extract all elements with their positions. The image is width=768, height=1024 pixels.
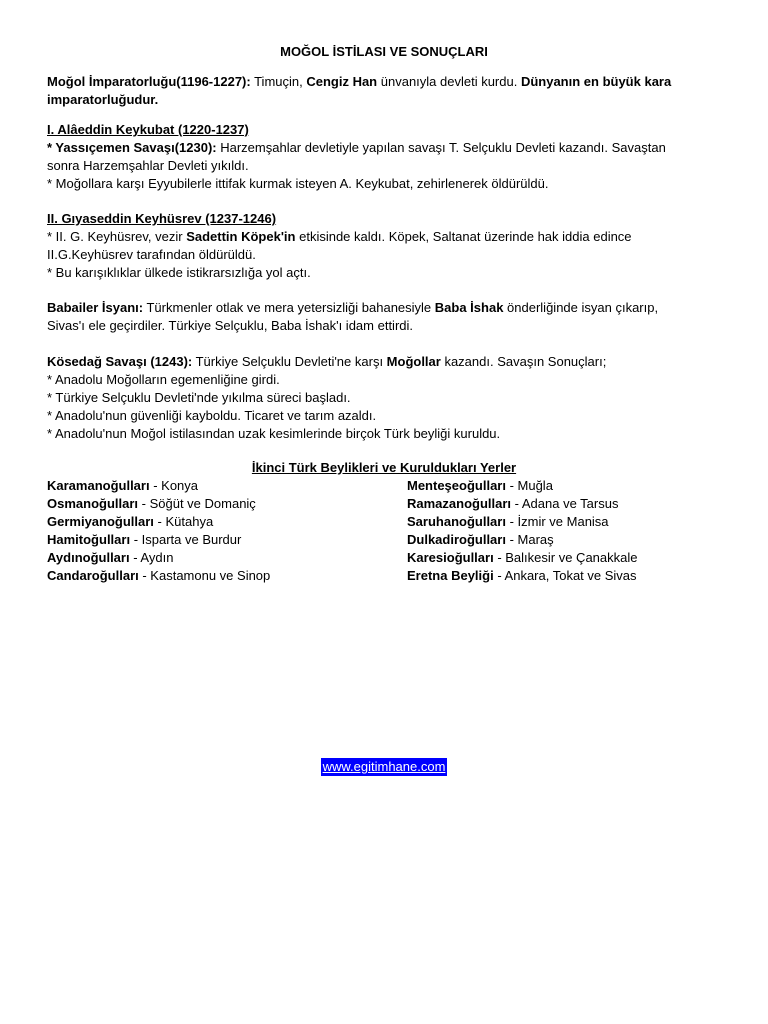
intro-text-2: ünvanıyla devleti kurdu. [377, 74, 521, 89]
beylik-row: Eretna Beyliği - Ankara, Tokat ve Sivas [407, 568, 637, 583]
beylikler-title: İkinci Türk Beylikleri ve Kuruldukları Yerler [251, 460, 517, 475]
section-keykubat-line-1: * Yassıçemen Savaşı(1230): Harzemşahlar devletiyle yapılan savaşı T. Selçuklu Devleti kazandı. Savaştan [47, 140, 666, 155]
section-kosedag [47, 353, 727, 443]
section-keyhusrev-line-2: II.G.Keyhüsrev tarafından öldürüldü. [47, 247, 256, 262]
list-item: * Anadolu Moğolların egemenliğine girdi. [47, 372, 280, 387]
section-keykubat-heading: I. Alâeddin Keykubat (1220-1237) [47, 122, 249, 137]
beylik-row: Saruhanoğulları - İzmir ve Manisa [407, 514, 609, 529]
beylik-row: Dulkadiroğulları - Maraş [407, 532, 554, 547]
page-title: MOĞOL İSTİLASI VE SONUÇLARI [280, 44, 488, 59]
section-babai-line-2: Sivas'ı ele geçirdiler. Türkiye Selçuklu, Baba İshak'ı idam ettirdi. [47, 318, 413, 333]
beylik-row: Germiyanoğulları - Kütahya [47, 514, 214, 529]
section-kosedag-line-1: Kösedağ Savaşı (1243): Türkiye Selçuklu Devleti'ne karşı Moğollar kazandı. Savaşın Sonuçları; [47, 354, 607, 369]
intro-text-1: Timuçin, [250, 74, 307, 89]
intro-bold-cengiz: Cengiz Han [306, 74, 378, 89]
intro-line-2: imparatorluğudur. [47, 92, 159, 107]
intro-paragraph [47, 73, 727, 109]
section-babai-line-1: Babailer İsyanı: Türkmenler otlak ve mera yetersizliği bahanesiyle Baba İshak önderliğinde isyan çıkarıp, [47, 300, 659, 315]
beylikler-right-column [407, 477, 637, 585]
section-babai [47, 299, 727, 335]
beylik-row: Menteşeoğulları - Muğla [407, 478, 553, 493]
intro-bold-empire: Moğol İmparatorluğu(1196-1227): [47, 74, 251, 89]
beylik-row: Candaroğulları - Kastamonu ve Sinop [47, 568, 271, 583]
intro-bold-largest: Dünyanın en büyük kara [520, 74, 672, 89]
beylik-row: Aydınoğulları - Aydın [47, 550, 174, 565]
list-item: * Anadolu'nun Moğol istilasından uzak kesimlerinde birçok Türk beyliği kuruldu. [47, 426, 501, 441]
beylikler-left-column [47, 477, 270, 585]
list-item: * Türkiye Selçuklu Devleti'nde yıkılma süreci başladı. [47, 390, 351, 405]
intro-line-1 [47, 73, 727, 91]
egitimhane-link[interactable]: www.egitimhane.com [322, 759, 446, 774]
section-keyhusrev-line-1: * II. G. Keyhüsrev, vezir Sadettin Köpek'in etkisinde kaldı. Köpek, Saltanat üzerinde hak iddia edince [47, 229, 632, 244]
section-keyhusrev-line-3: * Bu karışıklıklar ülkede istikrarsızlığa yol açtı. [47, 265, 311, 280]
footer-link-wrapper [0, 758, 768, 776]
beylik-row: Ramazanoğulları - Adana ve Tarsus [407, 496, 619, 511]
section-keyhusrev [47, 210, 727, 282]
beylik-row: Hamitoğulları - Isparta ve Burdur [47, 532, 242, 547]
section-keykubat-line-2: sonra Harzemşahlar Devleti yıkıldı. [47, 158, 249, 173]
list-item: * Anadolu'nun güvenliği kayboldu. Ticaret ve tarım azaldı. [47, 408, 377, 423]
beylik-row: Karesioğulları - Balıkesir ve Çanakkale [407, 550, 638, 565]
beylik-row: Osmanoğulları - Söğüt ve Domaniç [47, 496, 256, 511]
section-keyhusrev-heading: II. Gıyaseddin Keyhüsrev (1237-1246) [47, 211, 277, 226]
section-keykubat [47, 121, 727, 193]
beylik-row: Karamanoğulları - Konya [47, 478, 199, 493]
section-keykubat-line-3: * Moğollara karşı Eyyubilerle ittifak kurmak isteyen A. Keykubat, zehirlenerek öldürüldü. [47, 176, 549, 191]
